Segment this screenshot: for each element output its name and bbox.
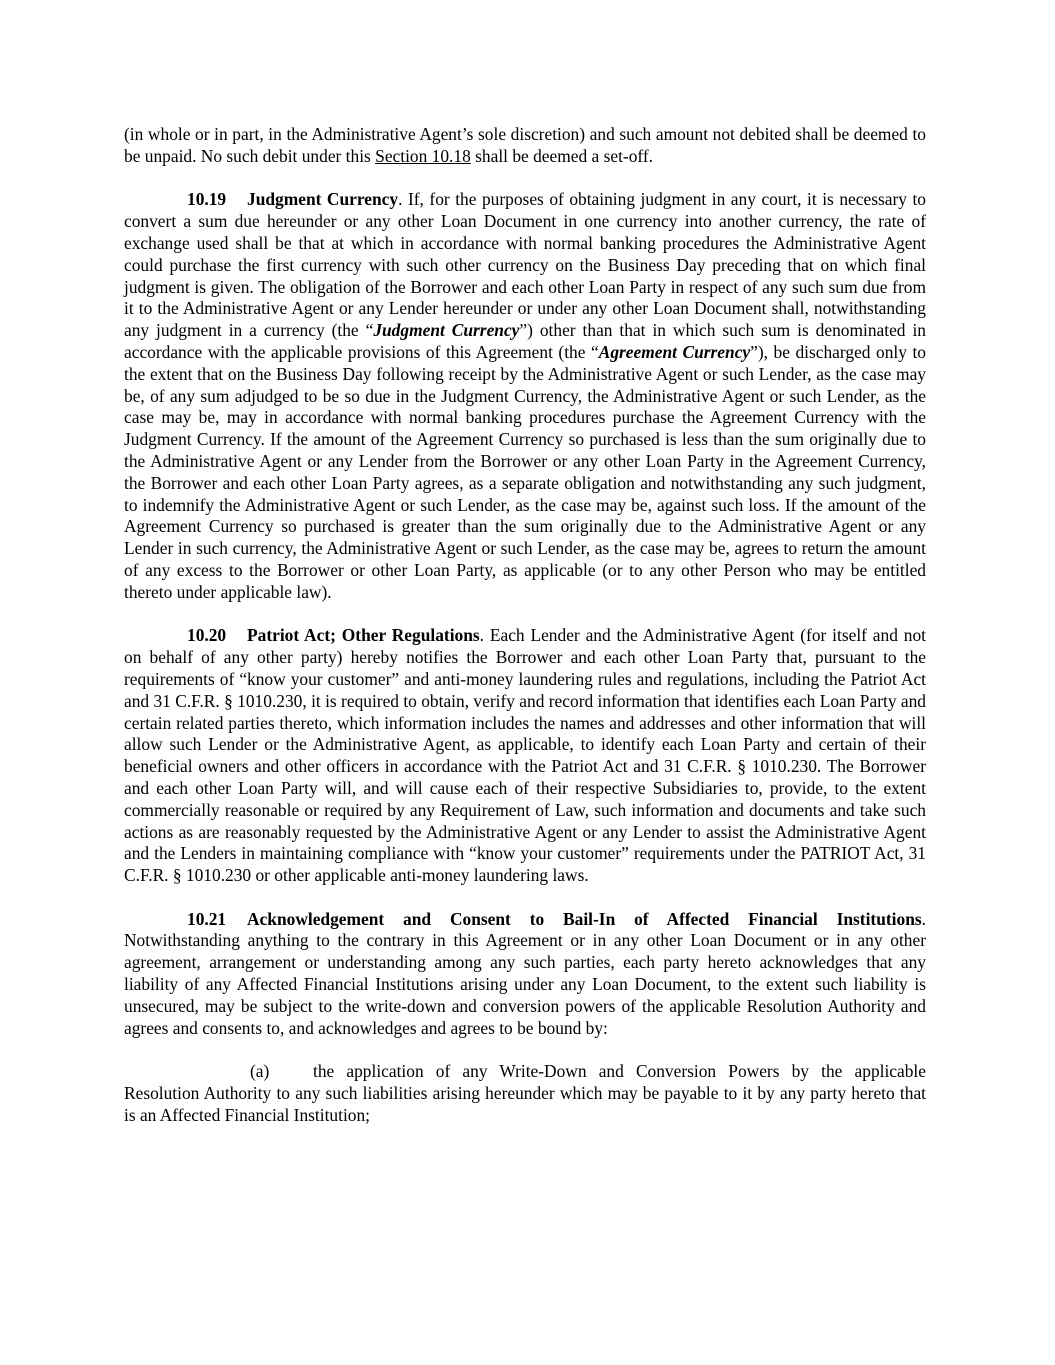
section-heading: Acknowledgement and Consent to Bail-In of Affected Financial Institutions bbox=[247, 908, 922, 929]
section-10-19 bbox=[124, 189, 926, 603]
document-page bbox=[124, 124, 926, 1148]
defined-term: Judgment Currency bbox=[373, 320, 520, 341]
section-heading: Patriot Act; Other Regulations bbox=[247, 625, 480, 646]
section-text: ”), be discharged only to the extent that on the Business Day following receipt by the Administrative Agent or such Lender, as the case may be, of any sum adjudged to be so due in the Judgment Currency, the Administrative Agent or such Lender, as the case may be, may in accordance with normal banking procedures purchase the Agreement Currency with the Judgment Currency. If the amount of the Agreement Currency so purchased is less than the sum originally due to the Administrative Agent or any Lender from the Borrower or any other Loan Party in the Agreement Currency, the Borrower and each other Loan Party agrees, as a separate obligation and notwithstanding any such judgment, to indemnify the Administrative Agent or such Lender, as the case may be, against such loss. If the amount of the Agreement Currency so purchased is greater than the sum originally due to the Administrative Agent or any Lender in such currency, the Administrative Agent or such Lender, as the case may be, agrees to return the amount of any excess to the Borrower or other Loan Party, as applicable (or to any other Person who may be entitled thereto under applicable law). bbox=[124, 341, 926, 602]
list-item-a bbox=[124, 1061, 926, 1126]
section-heading: Judgment Currency bbox=[247, 189, 399, 210]
section-number: 10.19 bbox=[187, 189, 227, 210]
section-10-21 bbox=[124, 909, 926, 1040]
section-text: . Notwithstanding anything to the contrary in this Agreement or in any other Loan Document or in any other agreement, arrangement or understanding among any such parties, each party hereto acknowledges that any liability of any Affected Financial Institutions arising under any Loan Document, to the extent such liability is unsecured, may be subject to the write-down and conversion powers of the applicable Resolution Authority and agrees and consents to, and acknowledges and agrees to be bound by: bbox=[124, 908, 926, 1038]
defined-term: Agreement Currency bbox=[598, 341, 751, 362]
section-10-20 bbox=[124, 625, 926, 887]
paragraph-continuation bbox=[124, 124, 926, 168]
section-number: 10.20 bbox=[187, 625, 227, 646]
section-text: ”) other than that in which such sum is denominated in accordance with the applicable provisions of this Agreement (the “ bbox=[124, 320, 926, 362]
list-item-text: the application of any Write-Down and Conversion Powers by the applicable Resolution Authority to any such liabilities arising hereunder which may be payable to it by any party hereto that is an Affected Financial Institution; bbox=[124, 1061, 926, 1125]
paragraph-text: (in whole or in part, in the Administrative Agent’s sole discretion) and such amount not debited shall be deemed to be unpaid. No such debit under this bbox=[124, 124, 926, 166]
section-reference: Section 10.18 bbox=[375, 145, 471, 166]
section-text: . If, for the purposes of obtaining judgment in any court, it is necessary to convert a sum due hereunder or any other Loan Document in one currency into another currency, the rate of exchange used shall be that at which in accordance with normal banking procedures the Administrative Agent could purchase the first currency with such other currency on the Business Day preceding that on which final judgment is given. The obligation of the Borrower and each other Loan Party in respect of any such sum due from it to the Administrative Agent or any Lender hereunder or under any other Loan Document shall, notwithstanding any judgment in a currency (the “ bbox=[124, 189, 926, 341]
section-text: . Each Lender and the Administrative Agent (for itself and not on behalf of any other party) hereby notifies the Borrower and each other Loan Party that, pursuant to the requirements of “know your customer” and anti-money laundering rules and regulations, including the Patriot Act and 31 C.F.R. § 1010.230, it is required to obtain, verify and record information that identifies each Loan Party and certain related parties thereto, which information includes the names and addresses and other information that will allow such Lender or the Administrative Agent, as applicable, to identify each Loan Party and certain of their beneficial owners and other officers in accordance with the Patriot Act and 31 C.F.R. § 1010.230. The Borrower and each other Loan Party will, and will cause each of their respective Subsidiaries to, provide, to the extent commercially reasonable or required by any Requirement of Law, such information and documents and take such actions as are reasonably requested by the Administrative Agent or any Lender to assist the Administrative Agent and the Lenders in maintaining compliance with “know your customer” requirements under the PATRIOT Act, 31 C.F.R. § 1010.230 or other applicable anti-money laundering laws. bbox=[124, 625, 926, 886]
section-number: 10.21 bbox=[187, 908, 227, 929]
paragraph-text: shall be deemed a set-off. bbox=[470, 145, 654, 166]
list-item-label: (a) bbox=[250, 1061, 270, 1082]
